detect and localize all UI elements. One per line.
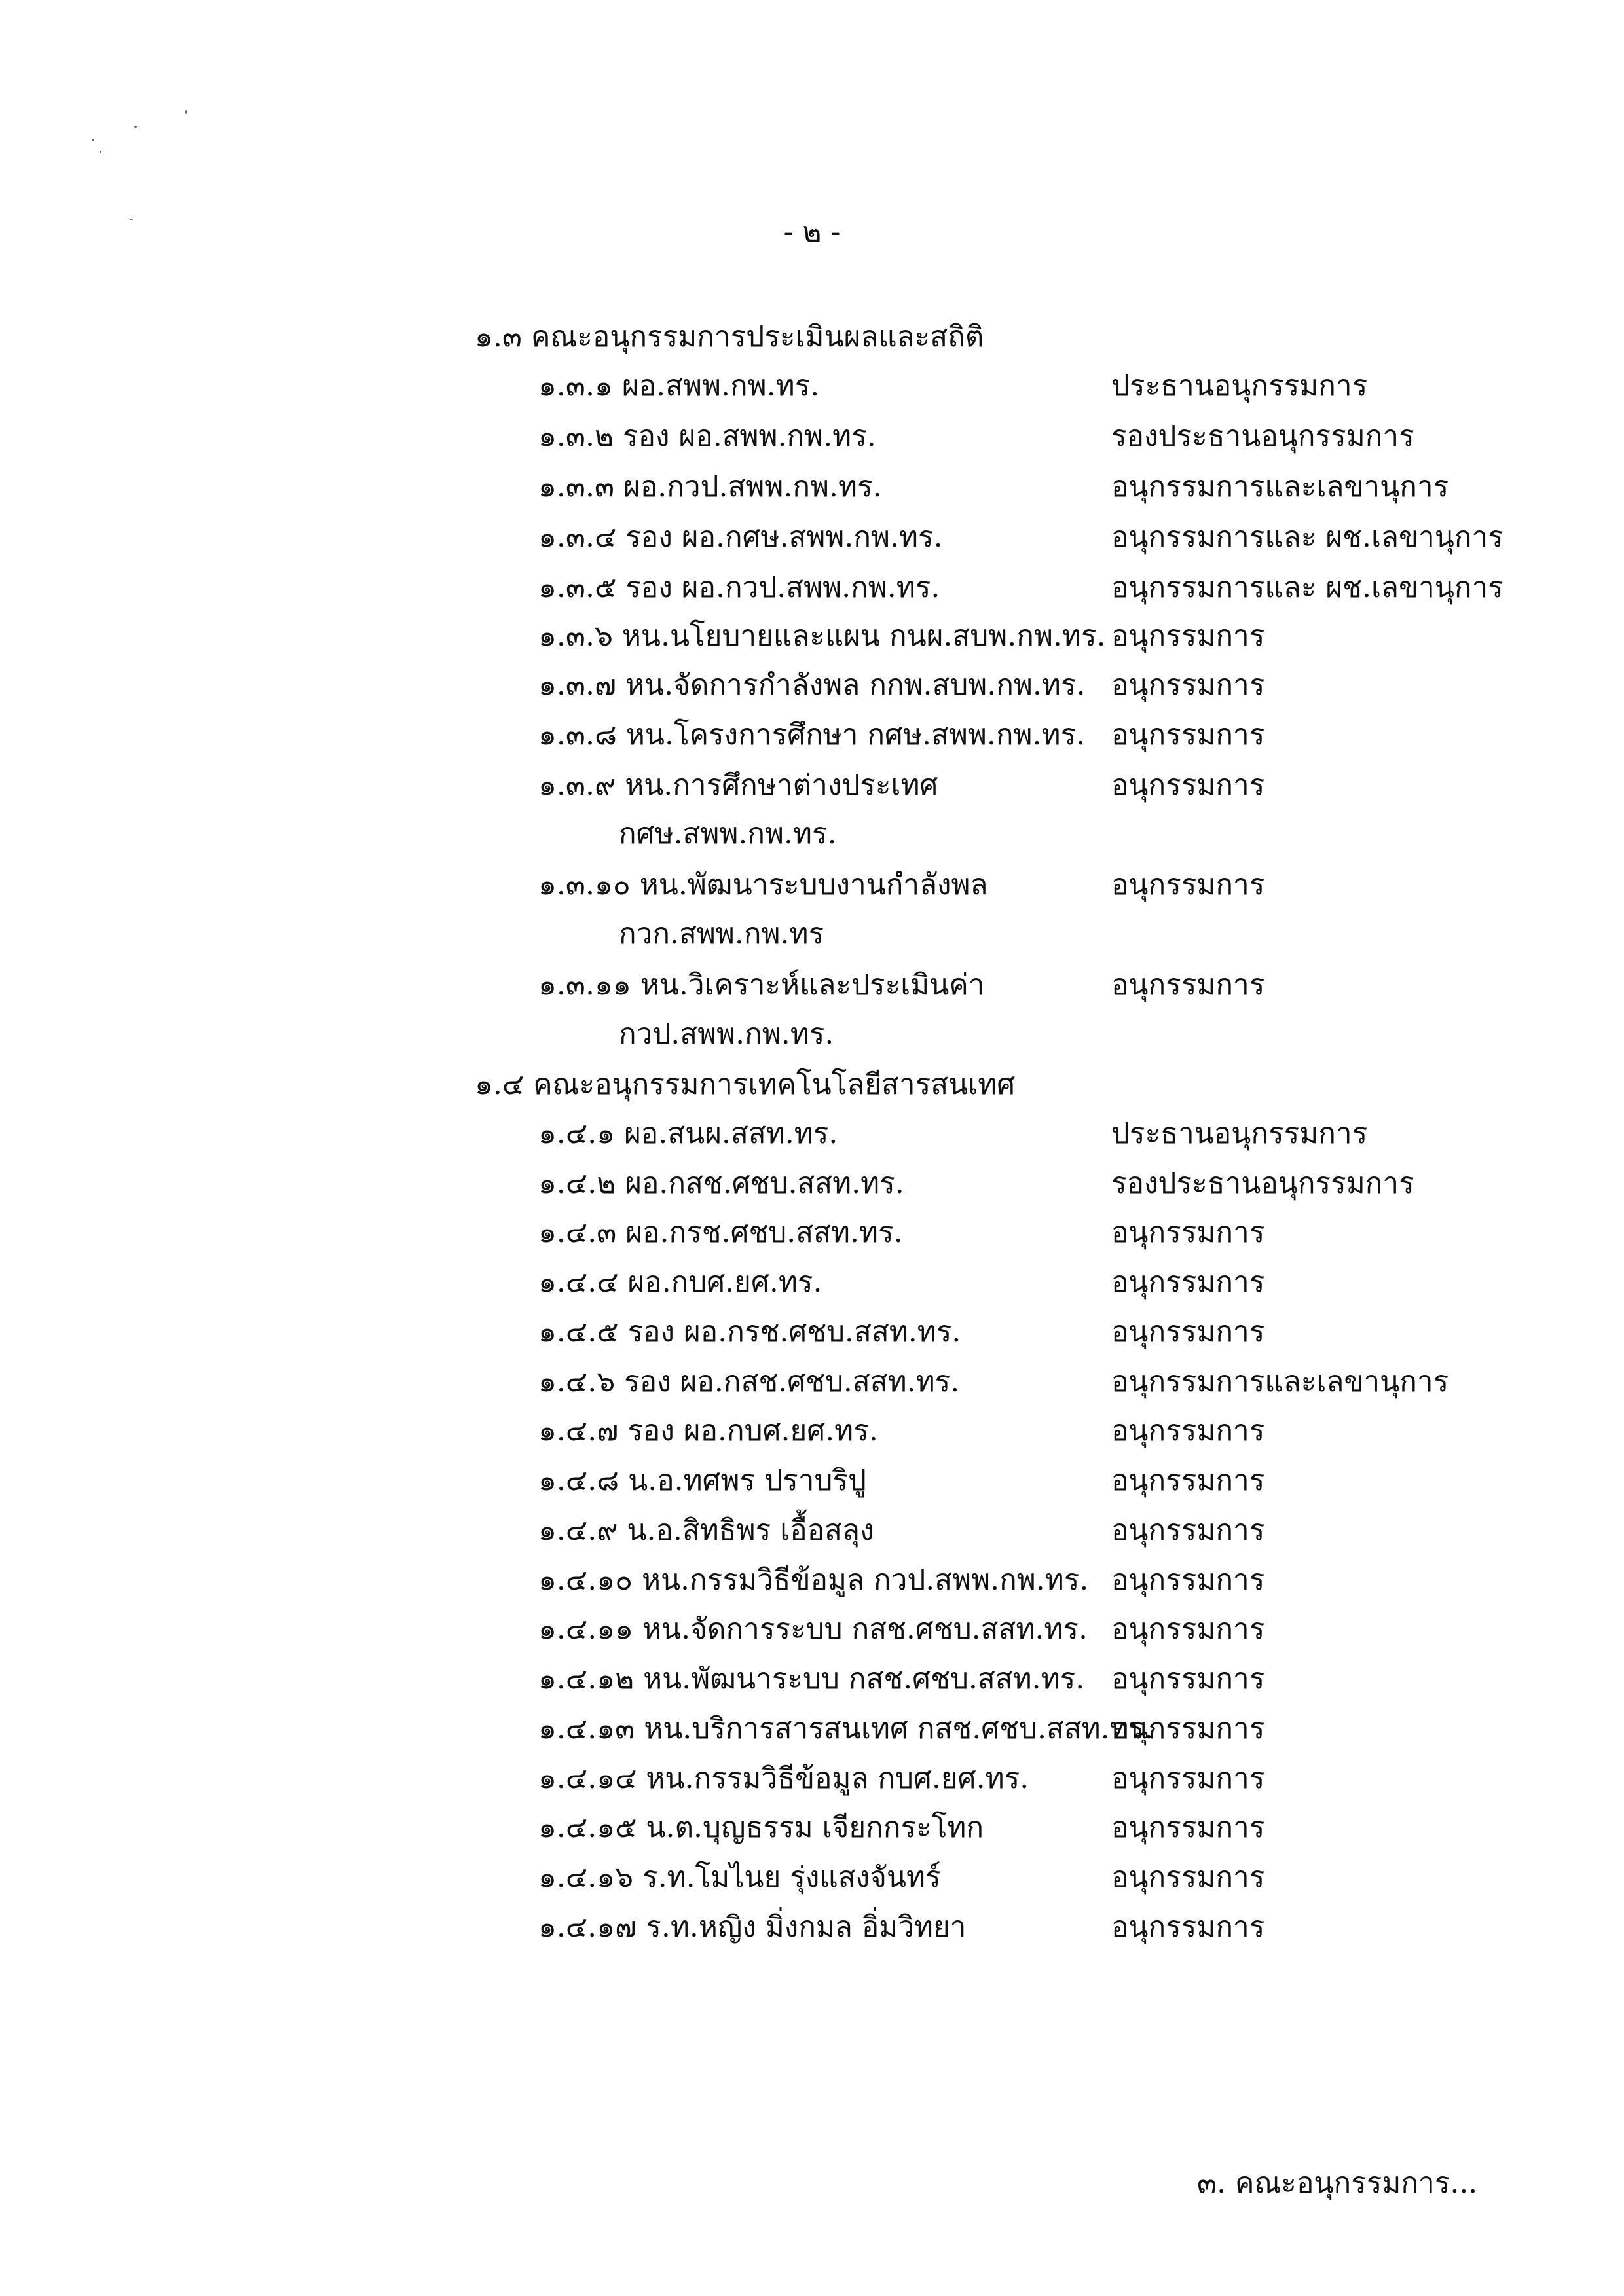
member-item: ๑.๓.๕ รอง ผอ.กวป.สพพ.กพ.ทร. bbox=[538, 571, 940, 604]
member-role: อนุกรรมการ bbox=[1111, 1464, 1265, 1497]
member-role: อนุกรรมการ bbox=[1111, 1414, 1265, 1448]
member-row bbox=[538, 716, 1507, 755]
continuation-footer: ๓. คณะอนุกรรมการ... bbox=[1197, 2166, 1478, 2200]
member-item: ๑.๔.๑๒ หน.พัฒนาระบบ กสช.ศชบ.สสท.ทร. bbox=[538, 1662, 1085, 1696]
member-role: ประธานอนุกรรมการ bbox=[1111, 369, 1368, 403]
member-role: อนุกรรมการ bbox=[1111, 1315, 1265, 1349]
member-role: อนุกรรมการ bbox=[1111, 1216, 1265, 1249]
member-row bbox=[538, 1610, 1507, 1649]
member-row bbox=[538, 617, 1507, 656]
member-role: อนุกรรมการ bbox=[1111, 968, 1265, 1002]
member-row bbox=[538, 467, 1507, 507]
member-item: ๑.๔.๑๐ หน.กรรมวิธีข้อมูล กวป.สพพ.กพ.ทร. bbox=[538, 1563, 1089, 1597]
member-role: อนุกรรมการ bbox=[1111, 769, 1265, 802]
member-item: ๑.๔.๗ รอง ผอ.กบศ.ยศ.ทร. bbox=[538, 1414, 878, 1448]
member-row bbox=[538, 1114, 1507, 1154]
member-row bbox=[538, 1461, 1507, 1501]
member-item: ๑.๓.๒ รอง ผอ.สพพ.กพ.ทร. bbox=[538, 420, 876, 453]
member-role: อนุกรรมการ bbox=[1111, 718, 1265, 752]
member-item-continuation: กศษ.สพพ.กพ.ทร. bbox=[619, 817, 837, 850]
page-number: - ๒ - bbox=[783, 215, 841, 249]
member-row bbox=[538, 1858, 1507, 1897]
member-row bbox=[538, 417, 1507, 456]
member-item-continuation: กวป.สพพ.กพ.ทร. bbox=[619, 1017, 834, 1051]
member-item: ๑.๔.๔ ผอ.กบศ.ยศ.ทร. bbox=[538, 1266, 822, 1299]
section-heading-1-3: ๑.๓ คณะอนุกรรมการประเมินผลและสถิติ bbox=[475, 320, 984, 354]
member-item: ๑.๔.๓ ผอ.กรช.ศชบ.สสท.ทร. bbox=[538, 1216, 903, 1249]
member-row bbox=[538, 1709, 1507, 1749]
member-row bbox=[538, 568, 1507, 608]
scan-speck bbox=[92, 139, 94, 141]
member-item: ๑.๓.๙ หน.การศึกษาต่างประเทศ bbox=[538, 769, 938, 802]
member-item: ๑.๓.๑๑ หน.วิเคราะห์และประเมินค่า bbox=[538, 968, 985, 1002]
member-item-continuation: กวก.สพพ.กพ.ทร bbox=[619, 917, 824, 951]
member-role: อนุกรรมการ bbox=[1111, 1712, 1265, 1745]
member-row bbox=[538, 518, 1507, 557]
member-item: ๑.๓.๔ รอง ผอ.กศษ.สพพ.กพ.ทร. bbox=[538, 520, 943, 554]
member-row bbox=[538, 1908, 1507, 1947]
member-role: อนุกรรมการ bbox=[1111, 1910, 1265, 1944]
member-item: ๑.๓.๖ หน.นโยบายและแผน กนผ.สบพ.กพ.ทร. bbox=[538, 619, 1106, 653]
member-row bbox=[538, 1362, 1507, 1402]
scan-speck bbox=[185, 110, 187, 114]
member-role: อนุกรรมการ bbox=[1111, 1266, 1265, 1299]
member-item: ๑.๔.๑๔ หน.กรรมวิธีข้อมูล กบศ.ยศ.ทร. bbox=[538, 1762, 1029, 1795]
member-item: ๑.๓.๘ หน.โครงการศึกษา กศษ.สพพ.กพ.ทร. bbox=[538, 718, 1086, 752]
member-item: ๑.๔.๖ รอง ผอ.กสช.ศชบ.สสท.ทร. bbox=[538, 1365, 960, 1398]
member-item: ๑.๔.๑๑ หน.จัดการระบบ กสช.ศชบ.สสท.ทร. bbox=[538, 1613, 1088, 1646]
member-role: อนุกรรมการและเลขานุการ bbox=[1111, 1365, 1449, 1398]
member-item: ๑.๔.๑๕ น.ต.บุญธรรม เจียกกระโทก bbox=[538, 1811, 984, 1844]
member-role: อนุกรรมการ bbox=[1111, 668, 1265, 702]
member-row bbox=[538, 1759, 1507, 1798]
member-item: ๑.๓.๑ ผอ.สพพ.กพ.ทร. bbox=[538, 369, 820, 403]
member-item: ๑.๔.๘ น.อ.ทศพร ปราบริปู bbox=[538, 1464, 866, 1497]
member-row bbox=[538, 1313, 1507, 1352]
member-role: อนุกรรมการ bbox=[1111, 1563, 1265, 1597]
member-role: อนุกรรมการ bbox=[1111, 1861, 1265, 1894]
member-row bbox=[538, 866, 1507, 905]
member-item: ๑.๔.๑๖ ร.ท.โมไนย รุ่งแสงจันทร์ bbox=[538, 1861, 941, 1894]
member-role: ประธานอนุกรรมการ bbox=[1111, 1117, 1368, 1150]
member-role: รองประธานอนุกรรมการ bbox=[1111, 1167, 1414, 1200]
member-item: ๑.๔.๑๗ ร.ท.หญิง มิ่งกมล อิ่มวิทยา bbox=[538, 1910, 967, 1944]
member-item: ๑.๔.๑๓ หน.บริการสารสนเทศ กสช.ศชบ.สสท.ทร. bbox=[538, 1712, 1154, 1745]
member-item: ๑.๔.๒ ผอ.กสช.ศชบ.สสท.ทร. bbox=[538, 1167, 904, 1200]
member-item: ๑.๔.๙ น.อ.สิทธิพร เอื้อสลุง bbox=[538, 1514, 874, 1547]
member-row bbox=[538, 367, 1507, 406]
member-item: ๑.๔.๑ ผอ.สนผ.สสท.ทร. bbox=[538, 1117, 838, 1150]
member-role: อนุกรรมการ bbox=[1111, 619, 1265, 653]
member-role: อนุกรรมการและ ผช.เลขานุการ bbox=[1111, 571, 1504, 604]
member-item: ๑.๓.๓ ผอ.กวป.สพพ.กพ.ทร. bbox=[538, 470, 882, 503]
member-row bbox=[538, 1660, 1507, 1699]
scan-speck bbox=[100, 151, 101, 153]
member-row bbox=[538, 766, 1507, 805]
member-role: อนุกรรมการ bbox=[1111, 1811, 1265, 1844]
scan-speck bbox=[134, 126, 137, 128]
member-row bbox=[538, 1561, 1507, 1600]
member-item: ๑.๓.๗ หน.จัดการกำลังพล กกพ.สบพ.กพ.ทร. bbox=[538, 668, 1086, 702]
member-role: อนุกรรมการ bbox=[1111, 1662, 1265, 1696]
member-role: อนุกรรมการ bbox=[1111, 1613, 1265, 1646]
member-row bbox=[538, 1164, 1507, 1203]
member-role: อนุกรรมการ bbox=[1111, 1514, 1265, 1547]
member-role: อนุกรรมการ bbox=[1111, 868, 1265, 902]
member-role: รองประธานอนุกรรมการ bbox=[1111, 420, 1414, 453]
member-row bbox=[538, 1412, 1507, 1451]
member-item: ๑.๓.๑๐ หน.พัฒนาระบบงานกำลังพล bbox=[538, 868, 988, 902]
member-row bbox=[538, 666, 1507, 705]
member-item: ๑.๔.๕ รอง ผอ.กรช.ศชบ.สสท.ทร. bbox=[538, 1315, 961, 1349]
member-row bbox=[538, 1808, 1507, 1848]
member-role: อนุกรรมการและ ผช.เลขานุการ bbox=[1111, 520, 1504, 554]
member-row bbox=[538, 1263, 1507, 1302]
member-role: อนุกรรมการและเลขานุการ bbox=[1111, 470, 1449, 503]
member-row bbox=[538, 1511, 1507, 1550]
member-row bbox=[538, 966, 1507, 1005]
member-role: อนุกรรมการ bbox=[1111, 1762, 1265, 1795]
section-heading-1-4: ๑.๔ คณะอนุกรรมการเทคโนโลยีสารสนเทศ bbox=[475, 1068, 1016, 1101]
member-row bbox=[538, 1213, 1507, 1252]
